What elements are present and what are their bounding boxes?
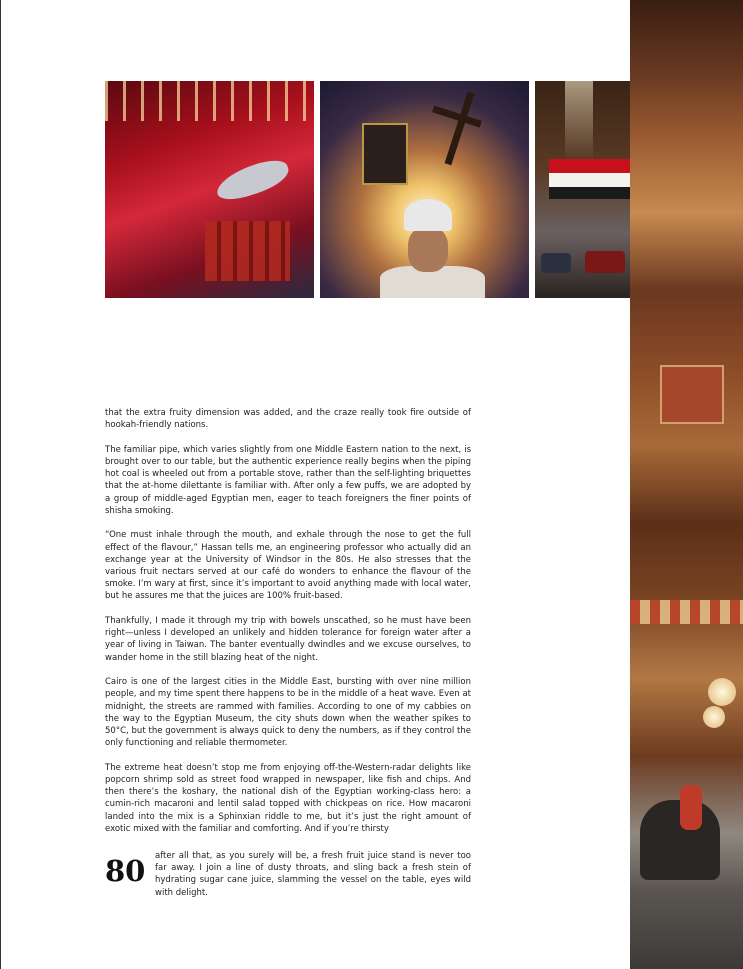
scooter-rider xyxy=(680,785,702,830)
page-edge xyxy=(0,0,1,969)
article-paragraph: “One must inhale through the mouth, and exhale through the nose to get the full effect of the flavour,” Hassan tells me, an engineering professor who actually did an exchange year at the University of Windsor in the 80s. He also stresses that the various fruit nectars served at our café do wonders to enhance the flavour of the smoke. I’m wary at first, since it’s important to avoid anything made with local water, but he assures me that the juices are 100% fruit-based. xyxy=(105,530,471,602)
photo-protester xyxy=(320,81,529,298)
car xyxy=(585,251,625,273)
article-paragraph: Thankfully, I made it through my trip with bowels unscathed, so he must have been right—unless I developed an unlikely and hidden tolerance for foreign water after a year of living in Taiwan. The banter eventually dwindles and we excuse ourselves, to wander home in the still blazing heat of the night. xyxy=(105,616,471,663)
face xyxy=(408,227,448,272)
hard-hat xyxy=(404,199,452,231)
side-photo-strip xyxy=(630,0,743,969)
shark-sculpture xyxy=(213,155,293,205)
photo-cairo-street xyxy=(535,81,630,298)
page-number: 80 xyxy=(105,854,146,888)
string-lights xyxy=(105,81,314,121)
hanging-meat xyxy=(205,221,290,281)
article-paragraph: that the extra fruity dimension was added, and the craze really took fire outside of hookah-friendly nations. xyxy=(105,408,471,431)
book xyxy=(362,123,408,185)
article-paragraph: The extreme heat doesn’t stop me from enjoying off-the-Western-radar delights like popcorn shrimp sold as street food wrapped in newspaper, like fish and chips. And then there’s the koshary, the national dish of the Egyptian working-class hero: a cumin-rich macaroni and lentil salad topped with chickpeas on rice. How macaroni landed into the mix is a Sphinxian riddle to me, but it’s just the right amount of exotic mixed with the familiar and comforting. And if you’re thirsty xyxy=(105,762,471,834)
sunlight xyxy=(565,81,593,161)
street-lamp xyxy=(703,706,725,728)
flag-banner xyxy=(549,187,630,199)
shop-awning xyxy=(630,600,743,624)
car xyxy=(541,253,571,273)
article-body xyxy=(105,407,471,847)
article-paragraph: Cairo is one of the largest cities in the Middle East, bursting with over nine million people, and my time spent there happens to be in the middle of a heat wave. Even at midnight, the streets are rammed with families. According to one of my cabbies on the way to the Egyptian Museum, the city shuts down when the weather spikes to 50°C, but the government is always quick to deny the numbers, as if they control the only functioning and reliable thermometer. xyxy=(105,677,471,749)
article-paragraph-tail: after all that, as you surely will be, a fresh fruit juice stand is never too far away. I join a line of dusty throats, and sling back a fresh stein of hydrating sugar cane juice, slamming the vessel on the table, eyes wild with delight. xyxy=(155,851,471,898)
photo-market-stall xyxy=(105,81,314,298)
article-paragraph: The familiar pipe, which varies slightly from one Middle Eastern nation to the next, is brought over to our table, but the authentic experience really begins when the piping hot coal is wheeled out from a portable stove, rather than the self-lighting briquettes that the at-home dilettante is familiar with. After only a few puffs, we are adopted by a group of middle-aged Egyptian men, eager to teach foreigners the finer points of shisha smoking. xyxy=(105,444,471,516)
shop-sign xyxy=(660,365,724,424)
street-lamp xyxy=(708,678,736,706)
cross xyxy=(445,92,475,165)
flag-banner xyxy=(549,159,630,173)
flag-banner xyxy=(549,173,630,187)
